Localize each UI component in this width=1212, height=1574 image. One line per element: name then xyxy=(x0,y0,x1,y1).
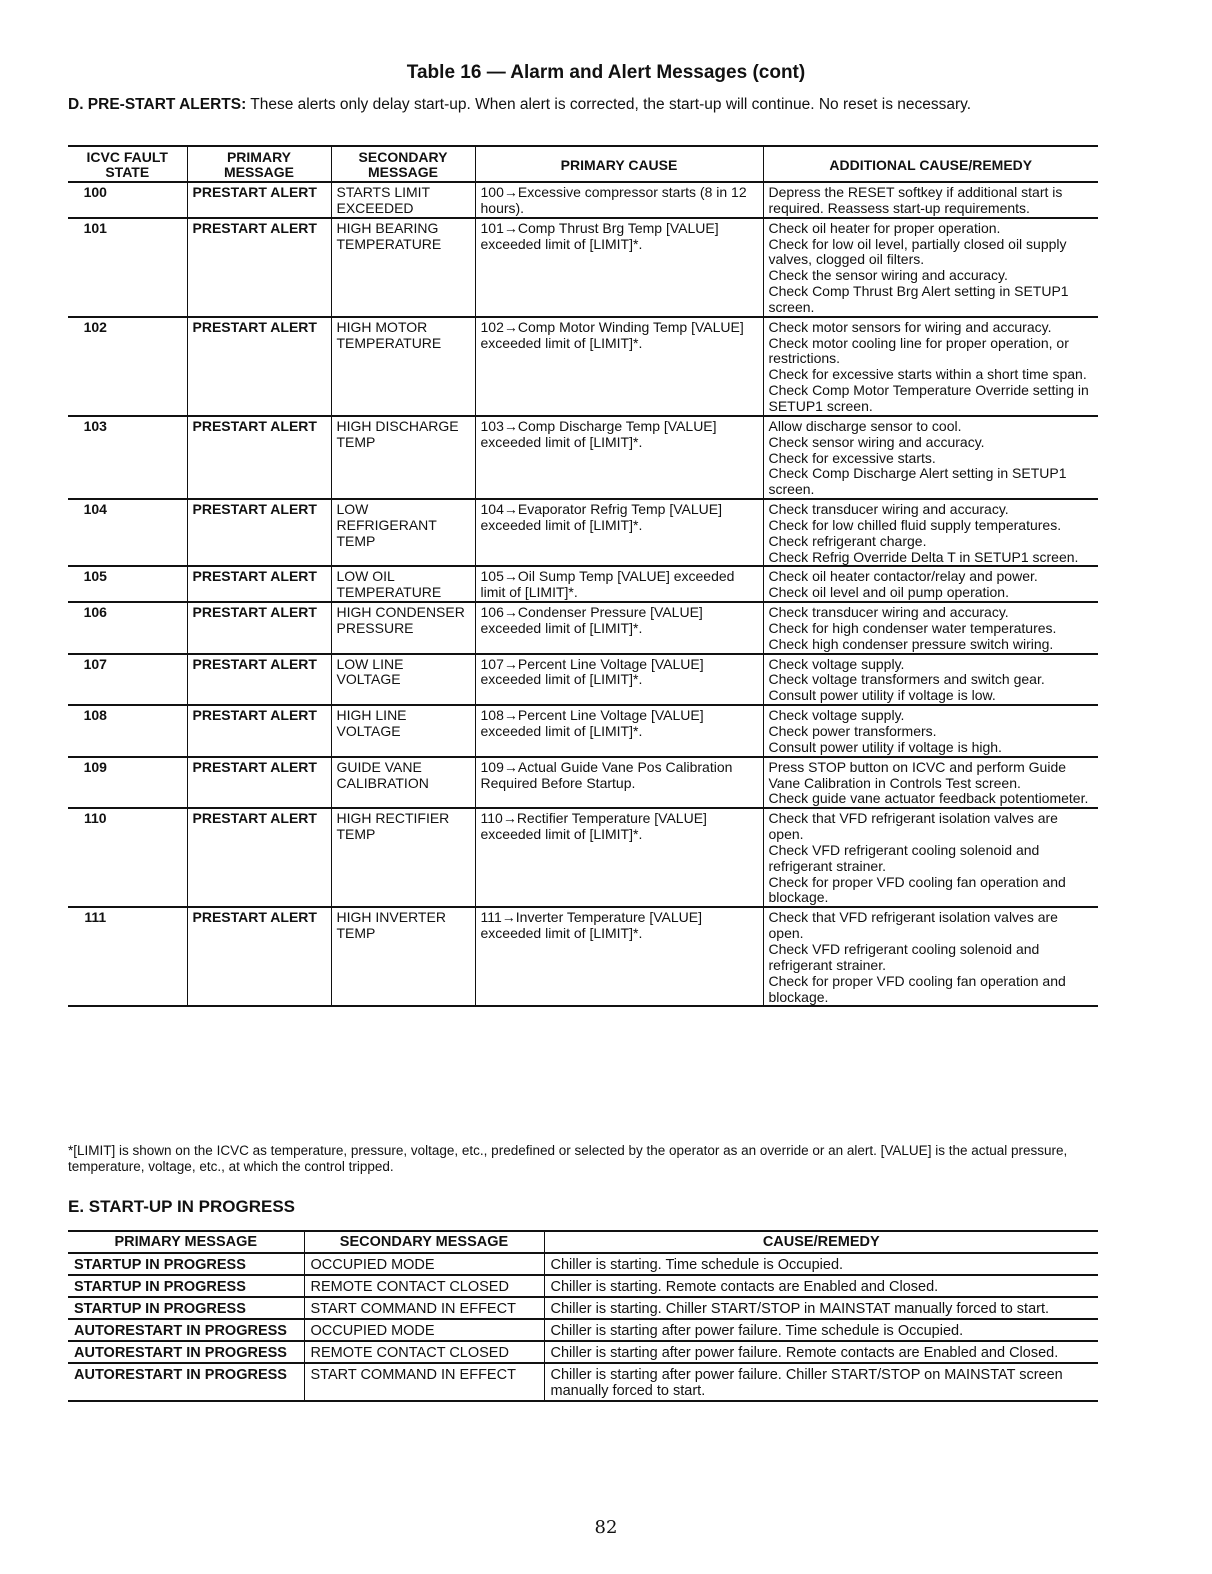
table-row xyxy=(68,757,1098,809)
remedy-cell: Allow discharge sensor to cool. Check sensor wiring and accuracy. Check for excessive starts. Check Comp Discharge Alert setting in SETUP1 screen. xyxy=(763,416,1098,499)
primary-message-cell: STARTUP IN PROGRESS xyxy=(68,1275,304,1297)
table-row xyxy=(68,317,1098,416)
secondary-message-cell: HIGH CONDENSER PRESSURE xyxy=(331,602,475,654)
primary-message-cell: STARTUP IN PROGRESS xyxy=(68,1253,304,1275)
secondary-message-cell: OCCUPIED MODE xyxy=(304,1253,544,1275)
remedy-cell: Check voltage supply. Check voltage transformers and switch gear. Consult power utility if voltage is low. xyxy=(763,654,1098,706)
remedy-cell: Check oil heater for proper operation. Check for low oil level, partially closed oil supply valves, clogged oil filters. Check the sensor wiring and accuracy. Check Comp Thrust Brg Alert setting in SETUP1 screen. xyxy=(763,218,1098,317)
secondary-message-cell: HIGH RECTIFIER TEMP xyxy=(331,808,475,907)
fault-state-cell: 110 xyxy=(68,808,187,907)
intro-label: D. PRE-START ALERTS: xyxy=(68,96,247,113)
cause-remedy-cell: Chiller is starting after power failure. Chiller START/STOP on MAINSTAT screen manually forced to start. xyxy=(544,1363,1098,1401)
page-number: 82 xyxy=(594,1517,618,1538)
remedy-cell: Depress the RESET softkey if additional start is required. Reassess start-up requirements. xyxy=(763,182,1098,218)
prestart-alerts-table xyxy=(68,145,1098,1007)
fault-state-cell: 108 xyxy=(68,705,187,757)
primary-message-cell: PRESTART ALERT xyxy=(187,317,331,416)
secondary-message-cell: START COMMAND IN EFFECT xyxy=(304,1297,544,1319)
primary-cause-cell: 108→Percent Line Voltage [VALUE] exceeded limit of [LIMIT]*. xyxy=(475,705,763,757)
col-header-primary-message: PRIMARY MESSAGE xyxy=(68,1231,304,1253)
primary-message-cell: PRESTART ALERT xyxy=(187,602,331,654)
remedy-cell: Check oil heater contactor/relay and power. Check oil level and oil pump operation. xyxy=(763,566,1098,602)
primary-cause-cell: 104→Evaporator Refrig Temp [VALUE] exceeded limit of [LIMIT]*. xyxy=(475,499,763,566)
table-row xyxy=(68,654,1098,706)
table-row xyxy=(68,566,1098,602)
fault-state-cell: 100 xyxy=(68,182,187,218)
section-heading: E. START-UP IN PROGRESS xyxy=(68,1197,296,1216)
primary-message-cell: PRESTART ALERT xyxy=(187,182,331,218)
primary-cause-cell: 109→Actual Guide Vane Pos Calibration Required Before Startup. xyxy=(475,757,763,809)
table-row xyxy=(68,218,1098,317)
footnote: *[LIMIT] is shown on the ICVC as temperature, pressure, voltage, etc., predefined or selected by the operator as an override or an alert. [VALUE] is the actual pressure, temperature, voltage, etc., at which the control tripped. xyxy=(68,1143,1068,1174)
fault-state-cell: 106 xyxy=(68,602,187,654)
primary-message-cell: PRESTART ALERT xyxy=(187,416,331,499)
primary-message-cell: AUTORESTART IN PROGRESS xyxy=(68,1319,304,1341)
remedy-cell: Check transducer wiring and accuracy. Check for low chilled fluid supply temperatures. Check refrigerant charge. Check Refrig Override Delta T in SETUP1 screen. xyxy=(763,499,1098,566)
cause-remedy-cell: Chiller is starting. Remote contacts are Enabled and Closed. xyxy=(544,1275,1098,1297)
primary-message-cell: PRESTART ALERT xyxy=(187,808,331,907)
table-row xyxy=(68,1275,1098,1297)
primary-cause-cell: 101→Comp Thrust Brg Temp [VALUE] exceeded limit of [LIMIT]*. xyxy=(475,218,763,317)
primary-cause-cell: 102→Comp Motor Winding Temp [VALUE] exceeded limit of [LIMIT]*. xyxy=(475,317,763,416)
secondary-message-cell: HIGH DISCHARGE TEMP xyxy=(331,416,475,499)
table-row xyxy=(68,705,1098,757)
secondary-message-cell: HIGH BEARING TEMPERATURE xyxy=(331,218,475,317)
col-header-primary-cause: PRIMARY CAUSE xyxy=(475,146,763,182)
remedy-cell: Check transducer wiring and accuracy. Check for high condenser water temperatures. Check high condenser pressure switch wiring. xyxy=(763,602,1098,654)
remedy-cell: Check that VFD refrigerant isolation valves are open. Check VFD refrigerant cooling solenoid and refrigerant strainer. Check for proper VFD cooling fan operation and blockage. xyxy=(763,907,1098,1006)
cause-remedy-cell: Chiller is starting after power failure. Time schedule is Occupied. xyxy=(544,1319,1098,1341)
table-row xyxy=(68,182,1098,218)
table-row xyxy=(68,499,1098,566)
fault-state-cell: 105 xyxy=(68,566,187,602)
fault-state-cell: 101 xyxy=(68,218,187,317)
primary-message-cell: STARTUP IN PROGRESS xyxy=(68,1297,304,1319)
remedy-cell: Check voltage supply. Check power transformers. Consult power utility if voltage is high. xyxy=(763,705,1098,757)
table-row xyxy=(68,907,1098,1006)
table-row xyxy=(68,1253,1098,1275)
primary-message-cell: PRESTART ALERT xyxy=(187,757,331,809)
secondary-message-cell: OCCUPIED MODE xyxy=(304,1319,544,1341)
primary-message-cell: PRESTART ALERT xyxy=(187,907,331,1006)
fault-state-cell: 102 xyxy=(68,317,187,416)
table-row xyxy=(68,1319,1098,1341)
secondary-message-cell: HIGH LINE VOLTAGE xyxy=(331,705,475,757)
col-header-secondary-message: SECONDARY MESSAGE xyxy=(331,146,475,182)
remedy-cell: Check motor sensors for wiring and accuracy. Check motor cooling line for proper operation, or restrictions. Check for excessive starts within a short time span. Check Comp Motor Temperature Override setting in SETUP1 screen. xyxy=(763,317,1098,416)
secondary-message-cell: LOW OIL TEMPERATURE xyxy=(331,566,475,602)
remedy-cell: Press STOP button on ICVC and perform Guide Vane Calibration in Controls Test screen. Check guide vane actuator feedback potentiometer. xyxy=(763,757,1098,809)
fault-state-cell: 109 xyxy=(68,757,187,809)
secondary-message-cell: REMOTE CONTACT CLOSED xyxy=(304,1341,544,1363)
secondary-message-cell: GUIDE VANE CALIBRATION xyxy=(331,757,475,809)
primary-message-cell: AUTORESTART IN PROGRESS xyxy=(68,1341,304,1363)
primary-cause-cell: 110→Rectifier Temperature [VALUE] exceeded limit of [LIMIT]*. xyxy=(475,808,763,907)
primary-message-cell: PRESTART ALERT xyxy=(187,566,331,602)
table-header-row xyxy=(68,146,1098,182)
secondary-message-cell: HIGH INVERTER TEMP xyxy=(331,907,475,1006)
primary-cause-cell: 105→Oil Sump Temp [VALUE] exceeded limit of [LIMIT]*. xyxy=(475,566,763,602)
page-title: Table 16 — Alarm and Alert Messages (cont) xyxy=(406,62,806,83)
table-row xyxy=(68,1297,1098,1319)
primary-message-cell: PRESTART ALERT xyxy=(187,654,331,706)
fault-state-cell: 107 xyxy=(68,654,187,706)
prestart-alerts-body xyxy=(68,182,1098,1006)
fault-state-cell: 111 xyxy=(68,907,187,1006)
fault-state-cell: 104 xyxy=(68,499,187,566)
primary-message-cell: PRESTART ALERT xyxy=(187,218,331,317)
table-row xyxy=(68,602,1098,654)
col-header-secondary-message: SECONDARY MESSAGE xyxy=(304,1231,544,1253)
fault-state-cell: 103 xyxy=(68,416,187,499)
primary-message-cell: PRESTART ALERT xyxy=(187,705,331,757)
cause-remedy-cell: Chiller is starting. Time schedule is Occupied. xyxy=(544,1253,1098,1275)
startup-progress-body xyxy=(68,1253,1098,1401)
cause-remedy-cell: Chiller is starting. Chiller START/STOP in MAINSTAT manually forced to start. xyxy=(544,1297,1098,1319)
cause-remedy-cell: Chiller is starting after power failure. Remote contacts are Enabled and Closed. xyxy=(544,1341,1098,1363)
primary-cause-cell: 103→Comp Discharge Temp [VALUE] exceeded limit of [LIMIT]*. xyxy=(475,416,763,499)
col-header-remedy: ADDITIONAL CAUSE/REMEDY xyxy=(763,146,1098,182)
intro-text: These alerts only delay start-up. When alert is corrected, the start-up will continue. No reset is necessary. xyxy=(246,96,972,113)
primary-cause-cell: 111→Inverter Temperature [VALUE] exceeded limit of [LIMIT]*. xyxy=(475,907,763,1006)
primary-cause-cell: 107→Percent Line Voltage [VALUE] exceeded limit of [LIMIT]*. xyxy=(475,654,763,706)
primary-message-cell: PRESTART ALERT xyxy=(187,499,331,566)
secondary-message-cell: LOW REFRIGERANT TEMP xyxy=(331,499,475,566)
col-header-primary-message: PRIMARY MESSAGE xyxy=(187,146,331,182)
remedy-cell: Check that VFD refrigerant isolation valves are open. Check VFD refrigerant cooling solenoid and refrigerant strainer. Check for proper VFD cooling fan operation and blockage. xyxy=(763,808,1098,907)
secondary-message-cell: REMOTE CONTACT CLOSED xyxy=(304,1275,544,1297)
primary-cause-cell: 100→Excessive compressor starts (8 in 12 hours). xyxy=(475,182,763,218)
intro-paragraph xyxy=(68,96,1068,114)
table-row xyxy=(68,416,1098,499)
table-row xyxy=(68,1363,1098,1401)
col-header-fault-state: ICVC FAULT STATE xyxy=(68,146,187,182)
secondary-message-cell: HIGH MOTOR TEMPERATURE xyxy=(331,317,475,416)
secondary-message-cell: START COMMAND IN EFFECT xyxy=(304,1363,544,1401)
primary-message-cell: AUTORESTART IN PROGRESS xyxy=(68,1363,304,1401)
table-row xyxy=(68,808,1098,907)
table-row xyxy=(68,1341,1098,1363)
table-header-row xyxy=(68,1231,1098,1253)
startup-progress-table xyxy=(68,1230,1098,1402)
primary-cause-cell: 106→Condenser Pressure [VALUE] exceeded limit of [LIMIT]*. xyxy=(475,602,763,654)
secondary-message-cell: LOW LINE VOLTAGE xyxy=(331,654,475,706)
col-header-cause-remedy: CAUSE/REMEDY xyxy=(544,1231,1098,1253)
secondary-message-cell: STARTS LIMIT EXCEEDED xyxy=(331,182,475,218)
